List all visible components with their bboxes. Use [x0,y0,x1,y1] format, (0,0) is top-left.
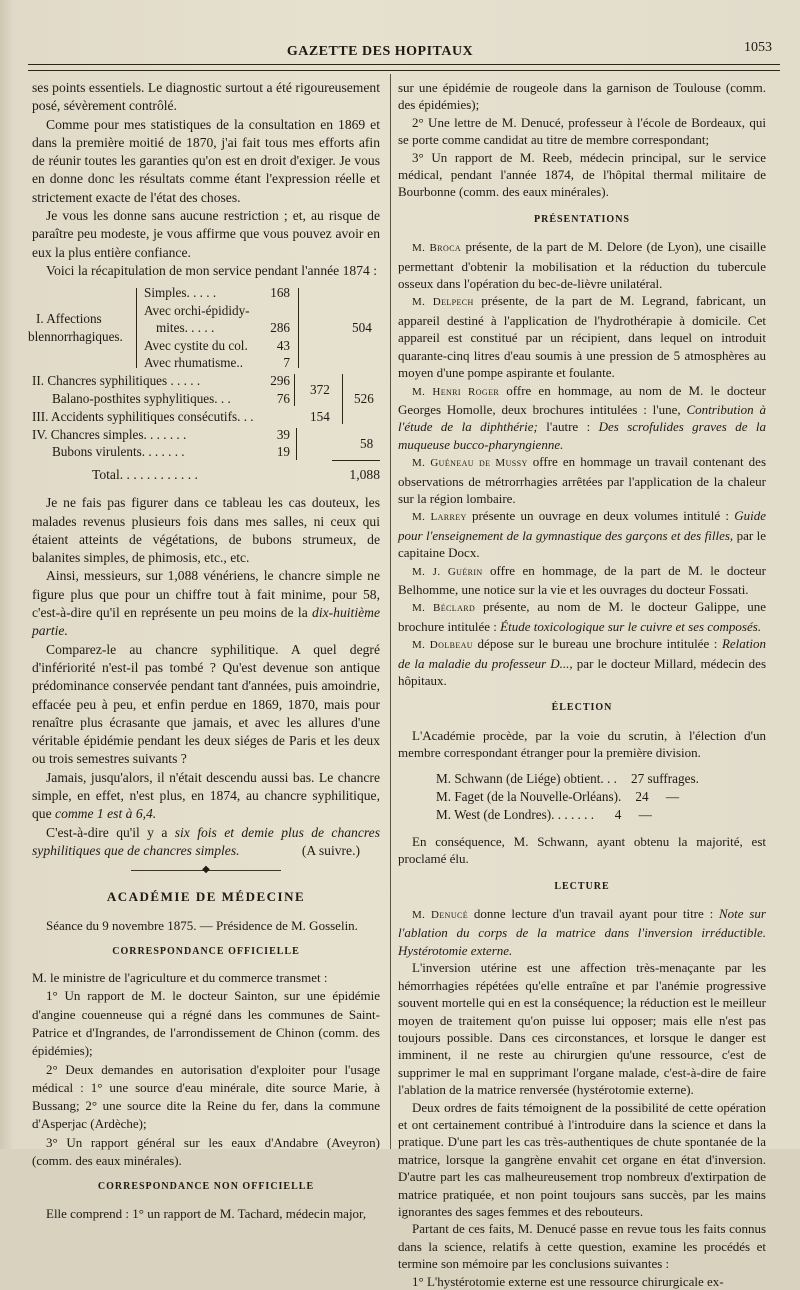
paragraph [398,238,766,292]
paragraph: 1° L'hystérotomie externe est une ressource chirurgicale ex- [412,1273,724,1289]
to-be-continued: (A suivre.) [301,842,360,858]
text: C'est-à-dire qu'il y a [46,824,175,840]
table-row-label: Simples. . . . . [144,285,217,301]
text: Jamais, jusqu'alors, il n'était descendu aussi bas. Le chancre simple, en effet, n'est plus, en 1874, au chancre syphilitique, que [32,769,380,822]
subsection-title: CORRESPONDANCE NON OFFICIELLE [97,1181,315,1193]
member-name: M. Henri Roger [412,385,500,398]
text: présente, de la part de M. Delore (de Lyon), une cisaille permettant d'obtenir la mobilisation et la réduction du tubercule osseux dans l'opération du bec-de-lièvre unilatéral. [398,239,767,292]
member-name: M. Delpech [412,296,474,309]
paragraph: 2° Une lettre de M. Denucé, professeur à l'école de Bordeaux, qui se porte comme candidat au titre de membre correspondant; [398,114,766,148]
member-name: M. Guéneau de Mussy [412,457,528,470]
paragraph: Je ne fais pas figurer dans ce tableau les cas douteux, les malades revenus plusieurs fois dans mes salles, ni ceux qui étaient atteints de végétations, de bubons strumeux, de balanites simples, de phimosis, etc., etc. [32,495,380,566]
table-row-value: 286 [270,320,290,336]
vote-count: 27 [631,770,645,786]
separator-ornament: ◆ [202,864,210,876]
table-row-label: mites. . . . . [156,320,215,336]
brace-right [296,428,297,460]
paragraph [398,507,766,561]
italic-text: Guide pour l'enseignement de la gymnastique des garçons et des filles, [398,508,766,543]
table-row-label: Bubons virulents. . . . . . . [52,444,185,460]
table-group-label: blennorrhagiques. [28,329,123,345]
paragraph [32,824,380,861]
table-row-label: Avec rhumatisme.. [144,355,243,371]
vote-unit: — [665,789,680,805]
section-title: ACADÉMIE DE MÉDECINE [106,889,306,905]
text: l'autre : [537,419,599,435]
table-subtotal: 372 [310,382,330,398]
paragraph: M. le ministre de l'agriculture et du commerce transmet : [32,970,328,986]
column-divider [390,74,391,1149]
table-group-total: 58 [360,436,374,452]
header-rule-top [28,64,780,65]
member-name: M. J. Guérin [412,565,483,578]
vote-row [436,788,766,806]
paragraph [32,567,380,640]
left-column [28,79,380,1223]
subsection-title: PRÉSENTATIONS [534,213,630,225]
paragraph: L'Académie procède, par la voie du scrutin, à l'élection d'un membre correspondant étranger pour la première division. [398,727,766,761]
paragraph: Deux ordres de faits témoignent de la possibilité de cette opération et ont certainement contribué à l'introduire dans la science et dans la pratique. D'une part les cas très-authentiques de chute spontanée de la matrice, lorsque la gangrène envahit cet organe en état d'inversion. D'autre part les cas malheureusement trop nombreux d'extirpation de matrice pratiquée, et non point toujours sans succès, par les mains ignorantes des sages femmes et des rebouteurs. [398,1099,766,1219]
paragraph [398,382,766,454]
paragraph [398,905,766,959]
paragraph: Elle comprend : 1° un rapport de M. Tachard, médecin major, [46,1205,367,1221]
table-group-total: 504 [352,320,372,336]
right-column [398,79,766,1290]
table-row-label: Balano-posthites syphylitiques. . . [52,391,231,407]
brace-right [294,374,295,406]
page-number: 1053 [744,40,772,55]
member-name: M. Béclard [412,602,476,615]
paragraph: 3° Un rapport de M. Reeb, médecin principal, sur le service médical, pendant l'année 1874, de l'hôpital thermal militaire de Bourbonne (comm. des eaux minérales). [398,149,766,200]
table-row-value: 7 [283,355,290,371]
paragraph: 1° Un rapport de M. le docteur Sainton, sur une épidémie d'angine couenneuse qui a régné dans les communes de Saint-Patrice et d'Ingrandes, de l'arrondissement de Chinon (comm. des épidémies); [32,988,380,1059]
italic-text: comme 1 est à 6,4. [55,806,157,822]
statistics-table [28,282,380,460]
paragraph: sur une épidémie de rougeole dans la garnison de Toulouse (comm. des épidémies); [398,80,766,113]
paragraph [398,292,766,381]
table-row-value: 168 [270,285,290,301]
table-group-total: 526 [354,391,374,407]
italic-text: six fois et demie plus de chancres syphilitiques que de chancres simples. [32,824,380,858]
subsection-title: CORRESPONDANCE OFFICIELLE [112,945,300,957]
member-name: M. Larrey [412,511,467,524]
table-total-value: 1,088 [349,467,380,483]
table-row-value: 76 [276,391,290,407]
text: offre en hommage, de la part de M. le docteur Belhomme, une notice sur la vie et les ouvrages du docteur Fossati. [398,562,766,597]
vote-unit: suffrages. [647,770,699,786]
italic-text: Contribution à l'étude de la diphthérie; [398,401,766,435]
member-name: M. Broca [412,242,462,255]
member-name: M. Dolbeau [412,639,473,652]
paragraph: Comme pour mes statistiques de la consultation en 1869 et dans la première moitié de 1870, j'ai fait tous mes efforts afin de réunir toutes les garanties qu'on est en droit d'exiger. Je vous en donne donc les résultats comme étant l'expression réelle et strictement exacte de l'état des choses. [32,116,380,205]
paragraph: ses points essentiels. Le diagnostic surtout a été rigoureusement posé, sévèrement contrôlé. [32,80,380,114]
vote-row [436,770,766,788]
text: Ainsi, messieurs, sur 1,088 vénériens, le chancre simple ne figure plus que pour un chiffre tout à fait minime, pour 58, c'est-à-dire qu'il en représente un peu moins de la [32,568,380,621]
brace-right [298,288,299,368]
brace-left [136,288,137,368]
candidate: M. West (de Londres). . . . . . . [436,807,595,823]
vote-unit: — [638,807,652,823]
paragraph [398,562,766,599]
member-name: M. Denucé [412,909,469,922]
paragraph: Partant de ces faits, M. Denucé passe en revue tous les faits connus dans la science, relatifs à cette question, examine les procédés et termine son mémoire par les conclusions suivantes : [398,1221,766,1272]
candidate: M. Faget (de la Nouvelle-Orléans). [436,789,622,805]
text: donne lecture d'un travail ayant pour titre : [468,906,720,922]
table-row-value: 296 [270,373,290,389]
subsection-title: LECTURE [554,880,610,892]
table-group-label: I. Affections [36,311,102,327]
vote-list [436,770,766,825]
text: offre en hommage un travail contenant des observations de métrorrhagies arrêtées par l'application de la chaleur sur la région lombaire. [398,454,767,506]
text: présente un ouvrage en deux volumes intitulé : [466,508,735,524]
total-rule [332,460,380,461]
table-row-value: 19 [276,444,290,460]
italic-text: Note sur l'ablation du corps de la matrice dans l'inversion irréductible. Hystérotomie externe. [398,906,766,958]
text: présente, de la part de M. Legrand, fabricant, un appareil destiné à l'application de l'hydrothérapie à domicile. Cet appareil est constitué par un récipient, dans lequel on introduit quarante-cinq litres d'eau soumis à une pression de 5 atmosphères au moyen d'une pompe aspirante et foulante. [398,293,766,381]
paragraph [32,769,380,824]
table-total-label: Total. . . . . . . . . . . . [92,467,198,483]
italic-text: Relation de la maladie du professeur D..., [398,636,766,671]
table-row-value: 154 [310,409,330,425]
text: par le capitaine Docx. [398,527,767,561]
paragraph: L'inversion utérine est une affection très-menaçante par les hémorrhagies répétées qu'elle entraîne et par l'anémie progressive souvent mortelle qui en est la conséquence; la réduction est le meilleur moyen de traitement qu'on puisse lui opposer; mais elle n'est pas toujours possible. Dans ces circonstances, et lorsque le danger est imminent, il ne reste au chirurgien qu'une ressource, c'est de supprimer le mal en supprimant l'organe malade, c'est-à-dire de faire l'ablation de la matrice renversée (hystérotomie externe). [398,960,766,1098]
paragraph: Je vous les donne sans aucune restriction ; et, au risque de paraître peu modeste, je vous affirme que vous pouvez avoir en eux la plus entière confiance. [32,208,380,260]
vote-row [436,806,766,824]
paragraph [398,598,766,635]
table-row-label: II. Chancres syphilitiques . . . . . [32,373,201,389]
subsection-title: ÉLECTION [551,702,613,714]
page-header-title: GAZETTE DES HOPITAUX [286,44,474,59]
text: offre en hommage, au nom de M. le docteur Georges Homolle, deux brochures intitulées : l'une, [398,382,766,417]
vote-count: 4 [614,807,622,823]
brace-right [342,374,343,424]
italic-text: dix-huitième partie. [32,605,380,639]
paragraph: En conséquence, M. Schwann, ayant obtenu la majorité, est proclamé élu. [398,833,766,867]
header-rule-bottom [28,70,780,71]
table-row-label: III. Accidents syphilitiques consécutifs. . . [32,409,254,425]
italic-text: Étude toxicologique sur le cuivre et ses composés. [500,618,762,634]
text: présente, au nom de M. le docteur Galippe, une brochure intitulée : [398,599,766,634]
paragraph: 2° Deux demandes en autorisation d'exploiter pour l'usage médical : 1° une source d'eau minérale, dite source Marie, à Bussang; 2° une source dite la Reine du fer, dans la commune d'Asperjac (Ardèche); [32,1061,380,1132]
italic-text: Des scrofulides graves de la muqueuse bucco-pharyngienne. [398,419,767,452]
paragraph: 3° Un rapport général sur les eaux d'Andabre (Aveyron) (comm. des eaux minérales). [32,1134,380,1169]
text: dépose sur le bureau une brochure intitulée : [472,636,722,652]
table-row-label: IV. Chancres simples. . . . . . . [32,427,187,443]
candidate: M. Schwann (de Liége) obtient. . . [436,770,617,786]
paragraph [398,453,766,507]
vote-count: 24 [635,789,649,805]
table-row-label: Avec orchi-épididy- [144,303,250,319]
text: par le docteur Millard, médecin des hôpitaux. [398,655,766,688]
paragraph [398,635,766,689]
table-row-value: 39 [276,427,290,443]
session-line: Séance du 9 novembre 1875. — Présidence de M. Gosselin. [46,917,358,933]
table-row-label: Avec cystite du col. [144,338,248,354]
paragraph: Voici la récapitulation de mon service pendant l'année 1874 : [46,262,377,278]
paragraph: Comparez-le au chancre syphilitique. A quel degré d'infériorité n'est-il pas tombé ? Qu'est devenue son antique prédominance conservée pendant tant d'années, puis amoindrie, effacée peu à peu, et enfin perdue en 1869, 1870, mais pour renaître plus écrasante que jamais, et avec les allures d'une véritable épidémie pendant les deux siéges de Paris et les deux ou trois semestres suivants ? [32,641,380,767]
table-row-value: 43 [276,338,290,354]
table-total-row [32,466,380,486]
